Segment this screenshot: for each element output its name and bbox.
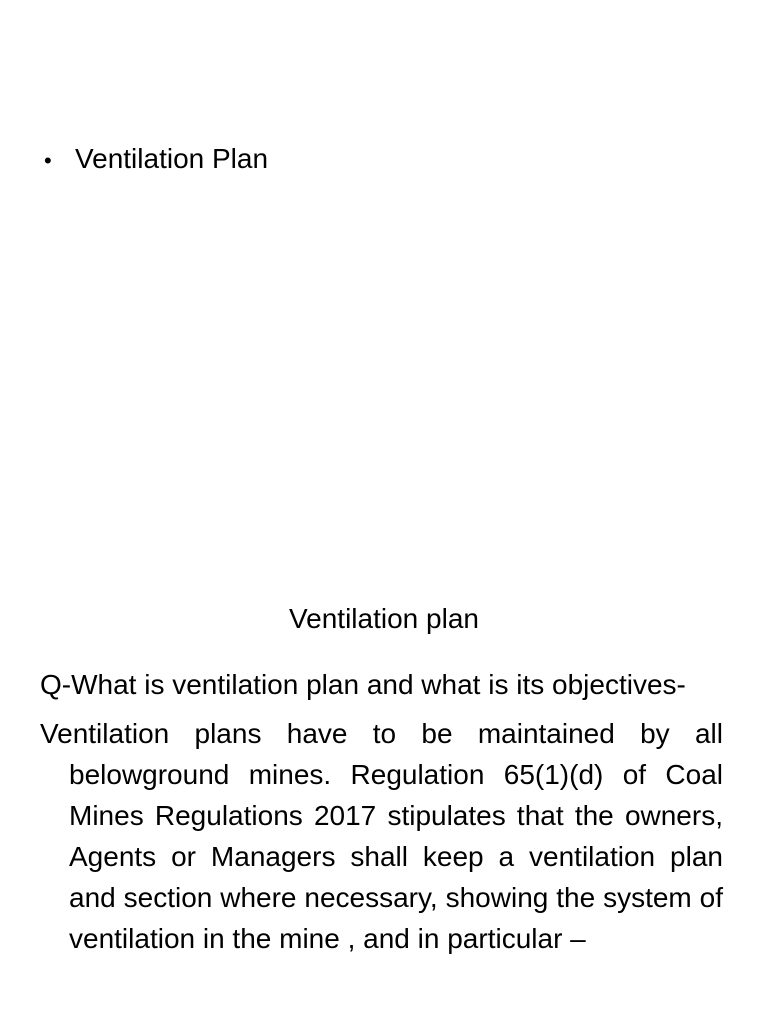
bullet-item: [44, 140, 268, 180]
slide-bottom: [0, 512, 768, 1024]
slide-title: Ventilation plan: [289, 603, 479, 634]
bullet-symbol: •: [44, 148, 52, 173]
question-paragraph: Q-What is ventilation plan and what is its objectives-: [40, 669, 686, 700]
body-text: [40, 664, 723, 967]
answer-paragraph: Ventilation plans have to be maintained by all belowground mines. Regulation 65(1)(d) of Coal Mines Regulations 2017 stipulates that the owners, Agents or Managers shall keep a ventilation plan and section where necessary, showing the system of ventilation in the mine , and in particular –: [40, 718, 723, 954]
bullet-text: Ventilation Plan: [75, 143, 269, 174]
